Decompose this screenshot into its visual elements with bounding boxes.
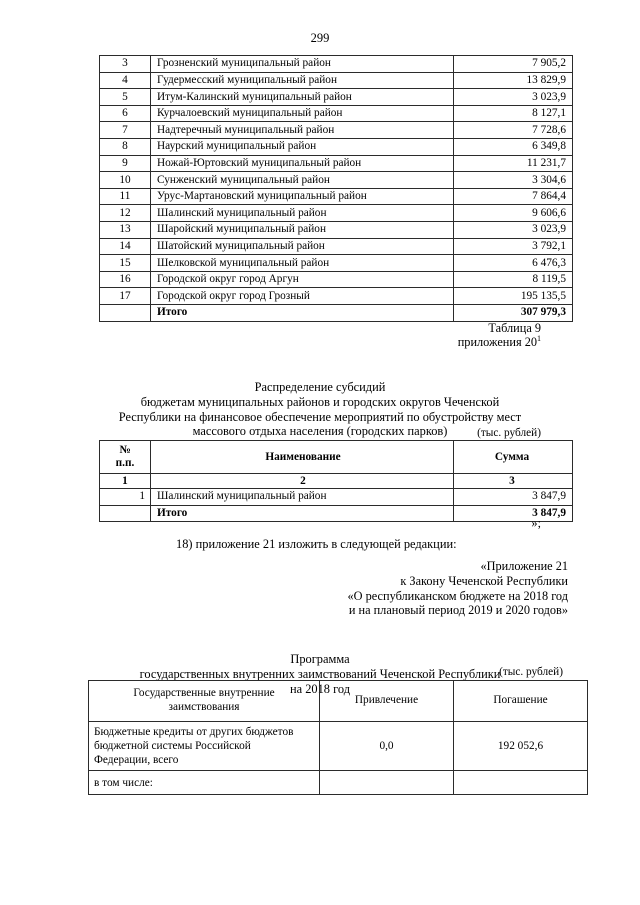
- table-row: [100, 105, 573, 122]
- row-name: Шелковской муниципальный район: [151, 255, 454, 272]
- table-row: [100, 188, 573, 205]
- row-name: Курчалоевский муниципальный район: [151, 105, 454, 122]
- program-heading-line2: государственных внутренних заимствований Чеченской Республики: [139, 666, 501, 681]
- row-number: 16: [100, 271, 151, 288]
- row-sum: 8 119,5: [454, 271, 573, 288]
- total-label: Итого: [151, 505, 454, 522]
- table-row: [100, 155, 573, 172]
- subsidies-heading-line2: бюджетам муниципальных районов и городских округов Чеченской: [140, 394, 500, 409]
- row-label: в том числе:: [89, 771, 320, 795]
- row-sum: 6 476,3: [454, 255, 573, 272]
- table-row: [100, 288, 573, 305]
- total-label: Итого: [151, 304, 454, 321]
- row-number: 8: [100, 138, 151, 155]
- table-row: [100, 255, 573, 272]
- row-sum: 3 847,9: [454, 489, 573, 506]
- row-name: Шалинский муниципальный район: [151, 205, 454, 222]
- row-name: Сунженский муниципальный район: [151, 172, 454, 189]
- table-row: [100, 72, 573, 89]
- row-number: 12: [100, 205, 151, 222]
- row-number: 15: [100, 255, 151, 272]
- colindex-name: 2: [151, 474, 454, 489]
- table-header-row: [100, 441, 573, 474]
- appendix-attribution-line3: «О республиканском бюджете на 2018 год: [347, 588, 568, 603]
- total-sum: 3 847,9: [454, 505, 573, 522]
- row-name: Грозненский муниципальный район: [151, 56, 454, 73]
- parks-subsidies-table: [99, 440, 573, 522]
- appendix-attribution-line2: к Закону Чеченской Республики: [400, 573, 568, 588]
- row-sum: 11 231,7: [454, 155, 573, 172]
- row-label-line2: бюджетной системы Российской: [94, 740, 251, 753]
- total-sum: 307 979,3: [454, 304, 573, 321]
- row-number: 3: [100, 56, 151, 73]
- table-row: [100, 172, 573, 189]
- row-sum: 7 728,6: [454, 122, 573, 139]
- subsidies-heading-line4: массового отдыха населения (городских парков): [192, 424, 448, 439]
- table-row: [100, 56, 573, 73]
- table-row: [100, 89, 573, 106]
- header-borrowings-line2: заимствования: [168, 701, 240, 713]
- program-heading-line1: Программа: [290, 652, 350, 666]
- subsidies-heading: [0, 380, 640, 439]
- table9-units-note: (тыс. рублей): [477, 427, 541, 439]
- colindex-sum: 3: [454, 474, 573, 489]
- header-number: [100, 441, 151, 474]
- header-number-line2: п.п.: [115, 457, 135, 469]
- table-row: [100, 271, 573, 288]
- row-attraction: [320, 771, 454, 795]
- row-sum: 195 135,5: [454, 288, 573, 305]
- appendix-attribution-line1: «Приложение 21: [480, 559, 568, 573]
- row-name: Наурский муниципальный район: [151, 138, 454, 155]
- row-number: 5: [100, 89, 151, 106]
- header-sum: Сумма: [454, 441, 573, 474]
- subsidies-heading-line3: Республики на финансовое обеспечение мероприятий по обустройству мест: [118, 409, 522, 424]
- row-name: Надтеречный муниципальный район: [151, 122, 454, 139]
- row-sum: 6 349,8: [454, 138, 573, 155]
- header-borrowings: [89, 681, 320, 722]
- row-sum: 3 023,9: [454, 221, 573, 238]
- row-label-line3: Федерации, всего: [94, 754, 179, 767]
- row-name: Гудермесский муниципальный район: [151, 72, 454, 89]
- table-row: [100, 221, 573, 238]
- table-row: [100, 489, 573, 506]
- row-sum: 3 304,6: [454, 172, 573, 189]
- row-sum: 3 023,9: [454, 89, 573, 106]
- colindex-number: 1: [100, 474, 151, 489]
- row-sum: 8 127,1: [454, 105, 573, 122]
- table-total-row: [100, 304, 573, 321]
- row-name: Шатойский муниципальный район: [151, 238, 454, 255]
- borrowings-program-table: [88, 680, 588, 795]
- header-name: Наименование: [151, 441, 454, 474]
- row-number: 1: [100, 489, 151, 506]
- header-borrowings-line1: Государственные внутренние: [133, 687, 275, 700]
- header-attraction: Привлечение: [320, 681, 454, 722]
- row-repayment: 192 052,6: [454, 722, 588, 771]
- row-number: 4: [100, 72, 151, 89]
- row-sum: 13 829,9: [454, 72, 573, 89]
- row-attraction: 0,0: [320, 722, 454, 771]
- header-repayment: Погашение: [454, 681, 588, 722]
- table-row: [100, 238, 573, 255]
- page-number: 299: [310, 31, 330, 45]
- row-number: 10: [100, 172, 151, 189]
- row-sum: 9 606,6: [454, 205, 573, 222]
- program-heading-line3: на 2018 год: [289, 681, 351, 696]
- row-label-line1: Бюджетные кредиты от других бюджетов: [94, 726, 294, 738]
- total-number: [100, 505, 151, 522]
- table9-caption-superscript: 1: [537, 334, 541, 344]
- paragraph-18: 18) приложение 21 изложить в следующей редакции:: [176, 537, 457, 551]
- row-number: 6: [100, 105, 151, 122]
- row-label: [89, 722, 320, 771]
- districts-table: [99, 55, 573, 322]
- table9-caption-appendix: приложения 20: [457, 335, 537, 350]
- table-row: [100, 138, 573, 155]
- table9-caption-line2: [458, 335, 541, 349]
- borrowings-program-table-body: [89, 681, 588, 795]
- table9-caption: [458, 321, 541, 350]
- table-row: [89, 722, 588, 771]
- parks-subsidies-table-body: [100, 441, 573, 522]
- program-units-note: (тыс. рублей): [499, 666, 563, 678]
- table-row: [100, 122, 573, 139]
- row-repayment: [454, 771, 588, 795]
- districts-table-body: [100, 56, 573, 322]
- table-header-row: [89, 681, 588, 722]
- row-name: Ножай-Юртовский муниципальный район: [151, 155, 454, 172]
- row-number: 14: [100, 238, 151, 255]
- total-number: [100, 304, 151, 321]
- table-column-index-row: [100, 474, 573, 489]
- row-name: Городской округ город Грозный: [151, 288, 454, 305]
- header-number-line1: №: [119, 444, 131, 457]
- row-name: Шалинский муниципальный район: [151, 489, 454, 506]
- table-row: [89, 771, 588, 795]
- appendix-attribution: [348, 559, 568, 618]
- row-number: 9: [100, 155, 151, 172]
- row-name: Итум-Калинский муниципальный район: [151, 89, 454, 106]
- row-name: Шаройский муниципальный район: [151, 221, 454, 238]
- table9-caption-line1: Таблица 9: [488, 321, 541, 335]
- row-number: 13: [100, 221, 151, 238]
- appendix-attribution-line4: и на плановый период 2019 и 2020 годов»: [348, 603, 568, 618]
- row-number: 11: [100, 188, 151, 205]
- row-number: 7: [100, 122, 151, 139]
- subsidies-heading-line1: Распределение субсидий: [254, 380, 386, 394]
- row-name: Городской округ город Аргун: [151, 271, 454, 288]
- row-sum: 3 792,1: [454, 238, 573, 255]
- row-number: 17: [100, 288, 151, 305]
- row-sum: 7 905,2: [454, 56, 573, 73]
- row-name: Урус-Мартановский муниципальный район: [151, 188, 454, 205]
- table-total-row: [100, 505, 573, 522]
- table-row: [100, 205, 573, 222]
- closing-quote-mark: »;: [531, 516, 541, 530]
- row-sum: 7 864,4: [454, 188, 573, 205]
